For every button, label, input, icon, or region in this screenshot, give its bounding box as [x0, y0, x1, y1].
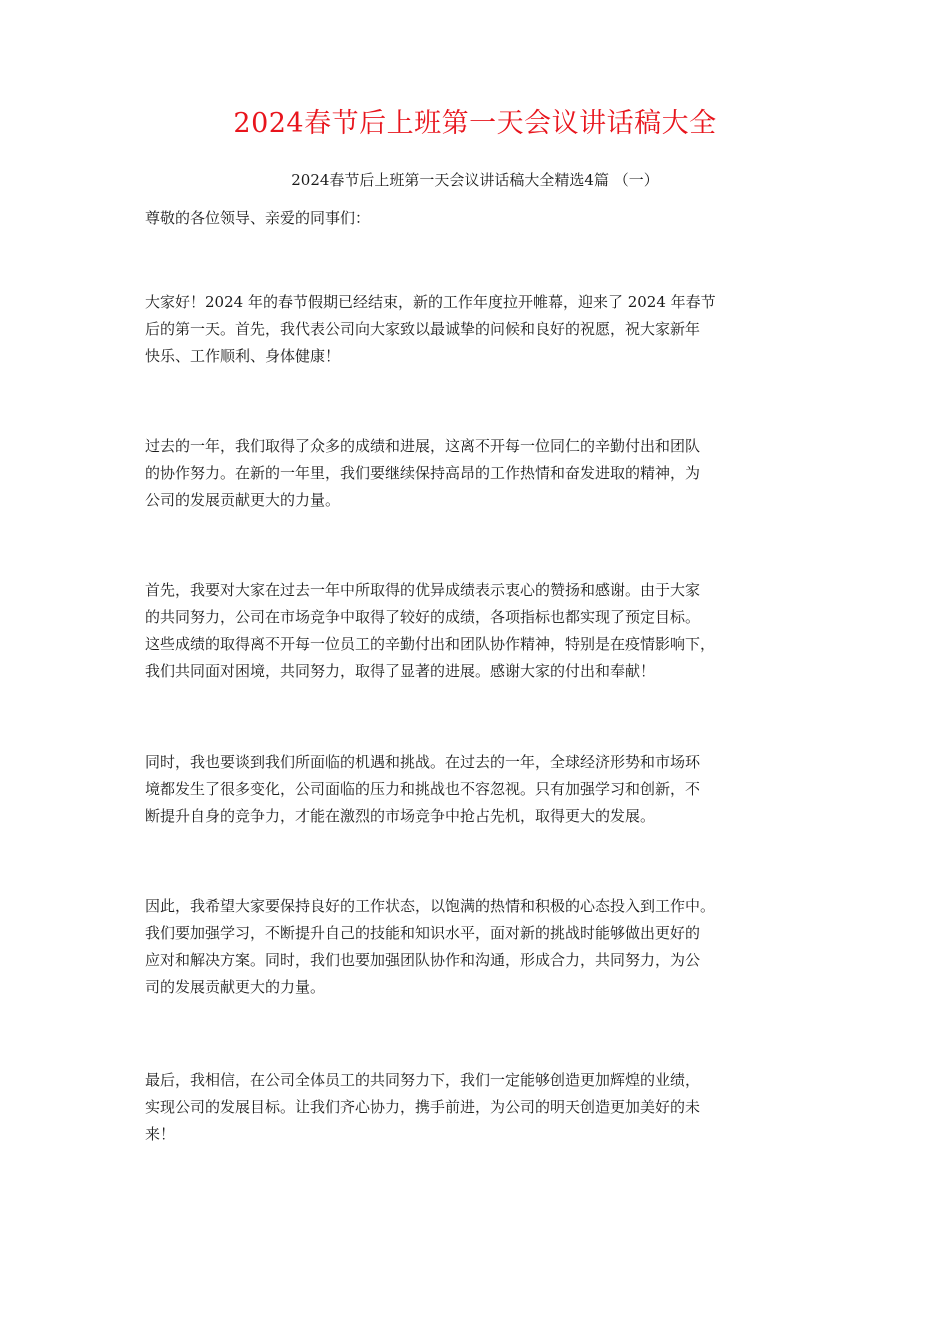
paragraph-line: 首先，我要对大家在过去一年中所取得的优异成绩表示衷心的赞扬和感谢。由于大家 — [145, 581, 701, 599]
paragraph-closing — [145, 1068, 825, 1149]
document-subtitle: 2024春节后上班第一天会议讲话稿大全精选4篇 （一） — [291, 171, 659, 189]
salutation: 尊敬的各位领导、亲爱的同事们： — [145, 209, 371, 227]
paragraph-line: 最后，我相信，在公司全体员工的共同努力下，我们一定能够创造更加辉煌的业绩， — [145, 1071, 701, 1089]
paragraph-line: 的协作努力。在新的一年里，我们要继续保持高昂的工作热情和奋发进取的精神，为 — [145, 464, 701, 482]
paragraph-line: 应对和解决方案。同时，我们也要加强团队协作和沟通，形成合力，共同努力，为公 — [145, 951, 701, 969]
paragraph-line: 实现公司的发展目标。让我们齐心协力，携手前进，为公司的明天创造更加美好的未 — [145, 1098, 701, 1116]
paragraph-line: 的共同努力，公司在市场竞争中取得了较好的成绩，各项指标也都实现了预定目标。 — [145, 608, 701, 626]
paragraph-line: 同时，我也要谈到我们所面临的机遇和挑战。在过去的一年，全球经济形势和市场环 — [145, 753, 701, 771]
paragraph-challenges — [145, 750, 825, 831]
paragraph-expectations — [145, 894, 825, 1002]
paragraph-line: 后的第一天。首先，我代表公司向大家致以最诚挚的问候和良好的祝愿，祝大家新年 — [145, 320, 701, 338]
paragraph-greeting — [145, 290, 825, 371]
paragraph-line: 我们共同面对困境，共同努力，取得了显著的进展。感谢大家的付出和奉献！ — [145, 662, 656, 680]
paragraph-line: 公司的发展贡献更大的力量。 — [145, 491, 341, 509]
paragraph-line: 来！ — [145, 1125, 176, 1143]
paragraph-line: 因此，我希望大家要保持良好的工作状态，以饱满的热情和积极的心态投入到工作中。 — [145, 897, 716, 915]
paragraph-thanks — [145, 578, 825, 686]
paragraph-line: 过去的一年，我们取得了众多的成绩和进展，这离不开每一位同仁的辛勤付出和团队 — [145, 437, 701, 455]
paragraph-line: 这些成绩的取得离不开每一位员工的辛勤付出和团队协作精神，特别是在疫情影响下， — [145, 635, 716, 653]
paragraph-line: 快乐、工作顺利、身体健康！ — [145, 347, 341, 365]
paragraph-line: 境都发生了很多变化，公司面临的压力和挑战也不容忽视。只有加强学习和创新，不 — [145, 780, 701, 798]
paragraph-line: 断提升自身的竞争力，才能在激烈的市场竞争中抢占先机，取得更大的发展。 — [145, 807, 656, 825]
paragraph-line: 大家好！2024 年的春节假期已经结束，新的工作年度拉开帷幕，迎来了 2024 年春节 — [145, 293, 716, 311]
paragraph-line: 我们要加强学习，不断提升自己的技能和知识水平，面对新的挑战时能够做出更好的 — [145, 924, 701, 942]
document-title: 2024春节后上班第一天会议讲话稿大全 — [233, 108, 717, 139]
paragraph-line: 司的发展贡献更大的力量。 — [145, 978, 326, 996]
paragraph-past-year — [145, 434, 825, 515]
